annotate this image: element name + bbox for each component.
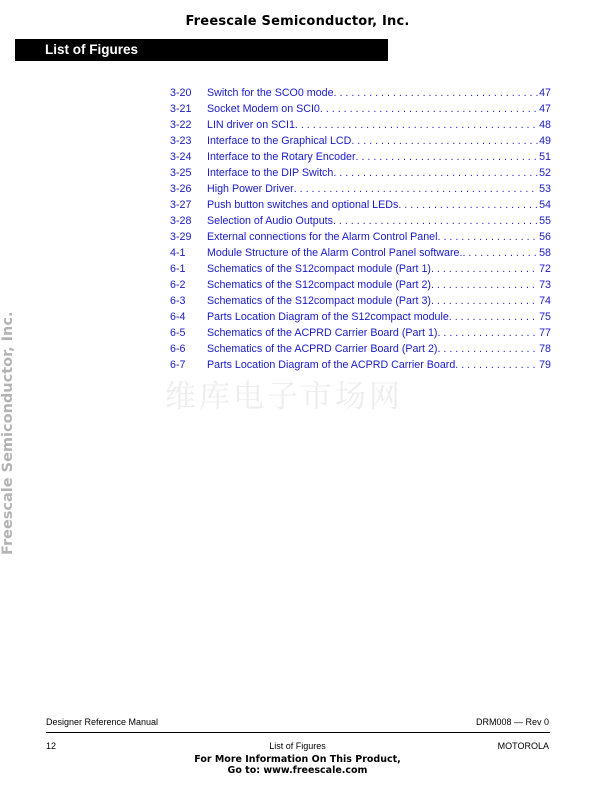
dot-leader: [431, 279, 538, 291]
dot-leader: [462, 247, 538, 259]
cjk-watermark: 维库电子市场网: [165, 379, 403, 415]
dot-leader: [356, 151, 539, 163]
figure-page[interactable]: 55: [539, 215, 551, 227]
dot-leader: [294, 183, 538, 195]
footer-divider: [46, 732, 550, 733]
dot-leader: [437, 343, 538, 355]
figure-entry[interactable]: [170, 343, 551, 359]
figure-number: 6-3: [170, 295, 186, 307]
footer-info: [0, 754, 595, 776]
dot-leader: [351, 135, 538, 147]
figure-title[interactable]: Switch for the SCO0 mode: [207, 87, 334, 99]
figure-entry[interactable]: [170, 231, 551, 247]
figure-entry[interactable]: [170, 263, 551, 279]
figure-page[interactable]: 47: [539, 103, 551, 115]
figure-entry[interactable]: [170, 359, 551, 375]
figure-title[interactable]: Interface to the Graphical LCD: [207, 135, 352, 147]
figure-number: 3-26: [170, 183, 192, 195]
dot-leader: [431, 295, 538, 307]
footer-info-line-1: For More Information On This Product,: [194, 754, 401, 765]
company-header: Freescale Semiconductor, Inc.: [185, 14, 410, 29]
figure-entry[interactable]: [170, 311, 551, 327]
dot-leader: [333, 215, 538, 227]
figure-entry[interactable]: [170, 295, 551, 311]
figure-number: 3-27: [170, 199, 192, 211]
figure-page[interactable]: 49: [539, 135, 551, 147]
figure-title[interactable]: Schematics of the S12compact module (Part 1): [207, 263, 431, 275]
section-title: List of Figures: [45, 42, 139, 57]
figure-entry[interactable]: [170, 119, 551, 135]
figure-title[interactable]: External connections for the Alarm Control Panel: [207, 231, 438, 243]
figure-entry[interactable]: [170, 247, 551, 263]
figure-number: 6-1: [170, 263, 186, 275]
figure-page[interactable]: 75: [539, 311, 551, 323]
figure-number: 6-4: [170, 311, 186, 323]
dot-leader: [438, 231, 539, 243]
figure-entry[interactable]: [170, 199, 551, 215]
figure-page[interactable]: 72: [539, 263, 551, 275]
figure-title[interactable]: Interface to the Rotary Encoder: [207, 151, 356, 163]
footer-section-name: List of Figures: [269, 741, 326, 751]
figure-number: 3-21: [170, 103, 192, 115]
figure-number: 6-7: [170, 359, 186, 371]
figure-page[interactable]: 53: [539, 183, 551, 195]
figure-page[interactable]: 78: [539, 343, 551, 355]
figure-page[interactable]: 51: [539, 151, 551, 163]
footer-page-number: 12: [46, 741, 57, 751]
figure-entry[interactable]: [170, 327, 551, 343]
figure-number: 3-25: [170, 167, 192, 179]
figure-entry[interactable]: [170, 151, 551, 167]
figure-number: 4-1: [170, 247, 186, 259]
figure-title[interactable]: Selection of Audio Outputs: [207, 215, 333, 227]
dot-leader: [334, 87, 539, 99]
figure-entry[interactable]: [170, 279, 551, 295]
dot-leader: [295, 119, 538, 131]
figure-list: [170, 87, 551, 375]
dot-leader: [437, 327, 538, 339]
figure-entry[interactable]: [170, 87, 551, 103]
dot-leader: [455, 359, 538, 371]
figure-number: 6-6: [170, 343, 186, 355]
dot-leader: [320, 103, 538, 115]
figure-number: 3-24: [170, 151, 192, 163]
figure-number: 3-20: [170, 87, 192, 99]
figure-title[interactable]: Schematics of the ACPRD Carrier Board (Part 1): [207, 327, 438, 339]
figure-entry[interactable]: [170, 215, 551, 231]
section-title-bar: [15, 39, 388, 61]
figure-title[interactable]: Schematics of the S12compact module (Part 3): [207, 295, 431, 307]
figure-page[interactable]: 79: [539, 359, 551, 371]
figure-page[interactable]: 54: [539, 199, 551, 211]
figure-page[interactable]: 74: [539, 295, 551, 307]
footer-info-line-2: Go to: www.freescale.com: [227, 765, 368, 776]
dot-leader: [449, 311, 538, 323]
figure-entry[interactable]: [170, 135, 551, 151]
figure-number: 3-23: [170, 135, 192, 147]
footer-brand: MOTOROLA: [497, 741, 549, 751]
figure-title[interactable]: Schematics of the S12compact module (Part 2): [207, 279, 431, 291]
footer-manual-title: Designer Reference Manual: [46, 717, 159, 727]
figure-title[interactable]: Push button switches and optional LEDs: [207, 199, 399, 211]
figure-entry[interactable]: [170, 103, 551, 119]
figure-title[interactable]: Interface to the DIP Switch: [207, 167, 334, 179]
figure-title[interactable]: Schematics of the ACPRD Carrier Board (Part 2): [207, 343, 438, 355]
figure-page[interactable]: 58: [539, 247, 551, 259]
figure-title[interactable]: High Power Driver: [207, 183, 294, 195]
figure-title[interactable]: LIN driver on SCI1: [207, 119, 295, 131]
footer-doc-id: DRM008 — Rev 0: [475, 717, 549, 727]
dot-leader: [398, 199, 538, 211]
side-watermark-text: Freescale Semiconductor, Inc.: [0, 311, 16, 555]
figure-entry[interactable]: [170, 183, 551, 199]
figure-page[interactable]: 73: [539, 279, 551, 291]
figure-title[interactable]: Parts Location Diagram of the S12compact module: [207, 311, 449, 323]
figure-number: 3-28: [170, 215, 192, 227]
figure-page[interactable]: 52: [539, 167, 551, 179]
figure-number: 6-2: [170, 279, 186, 291]
figure-page[interactable]: 77: [539, 327, 551, 339]
figure-entry[interactable]: [170, 167, 551, 183]
figure-number: 3-22: [170, 119, 192, 131]
figure-number: 3-29: [170, 231, 192, 243]
dot-leader: [431, 263, 538, 275]
figure-number: 6-5: [170, 327, 186, 339]
figure-title[interactable]: Module Structure of the Alarm Control Panel software.: [207, 247, 463, 259]
figure-page[interactable]: 47: [539, 87, 551, 99]
figure-title[interactable]: Socket Modem on SCI0: [207, 103, 320, 115]
figure-title[interactable]: Parts Location Diagram of the ACPRD Carrier Board: [207, 359, 456, 371]
figure-page[interactable]: 48: [539, 119, 551, 131]
dot-leader: [333, 167, 538, 179]
figure-page[interactable]: 56: [539, 231, 551, 243]
